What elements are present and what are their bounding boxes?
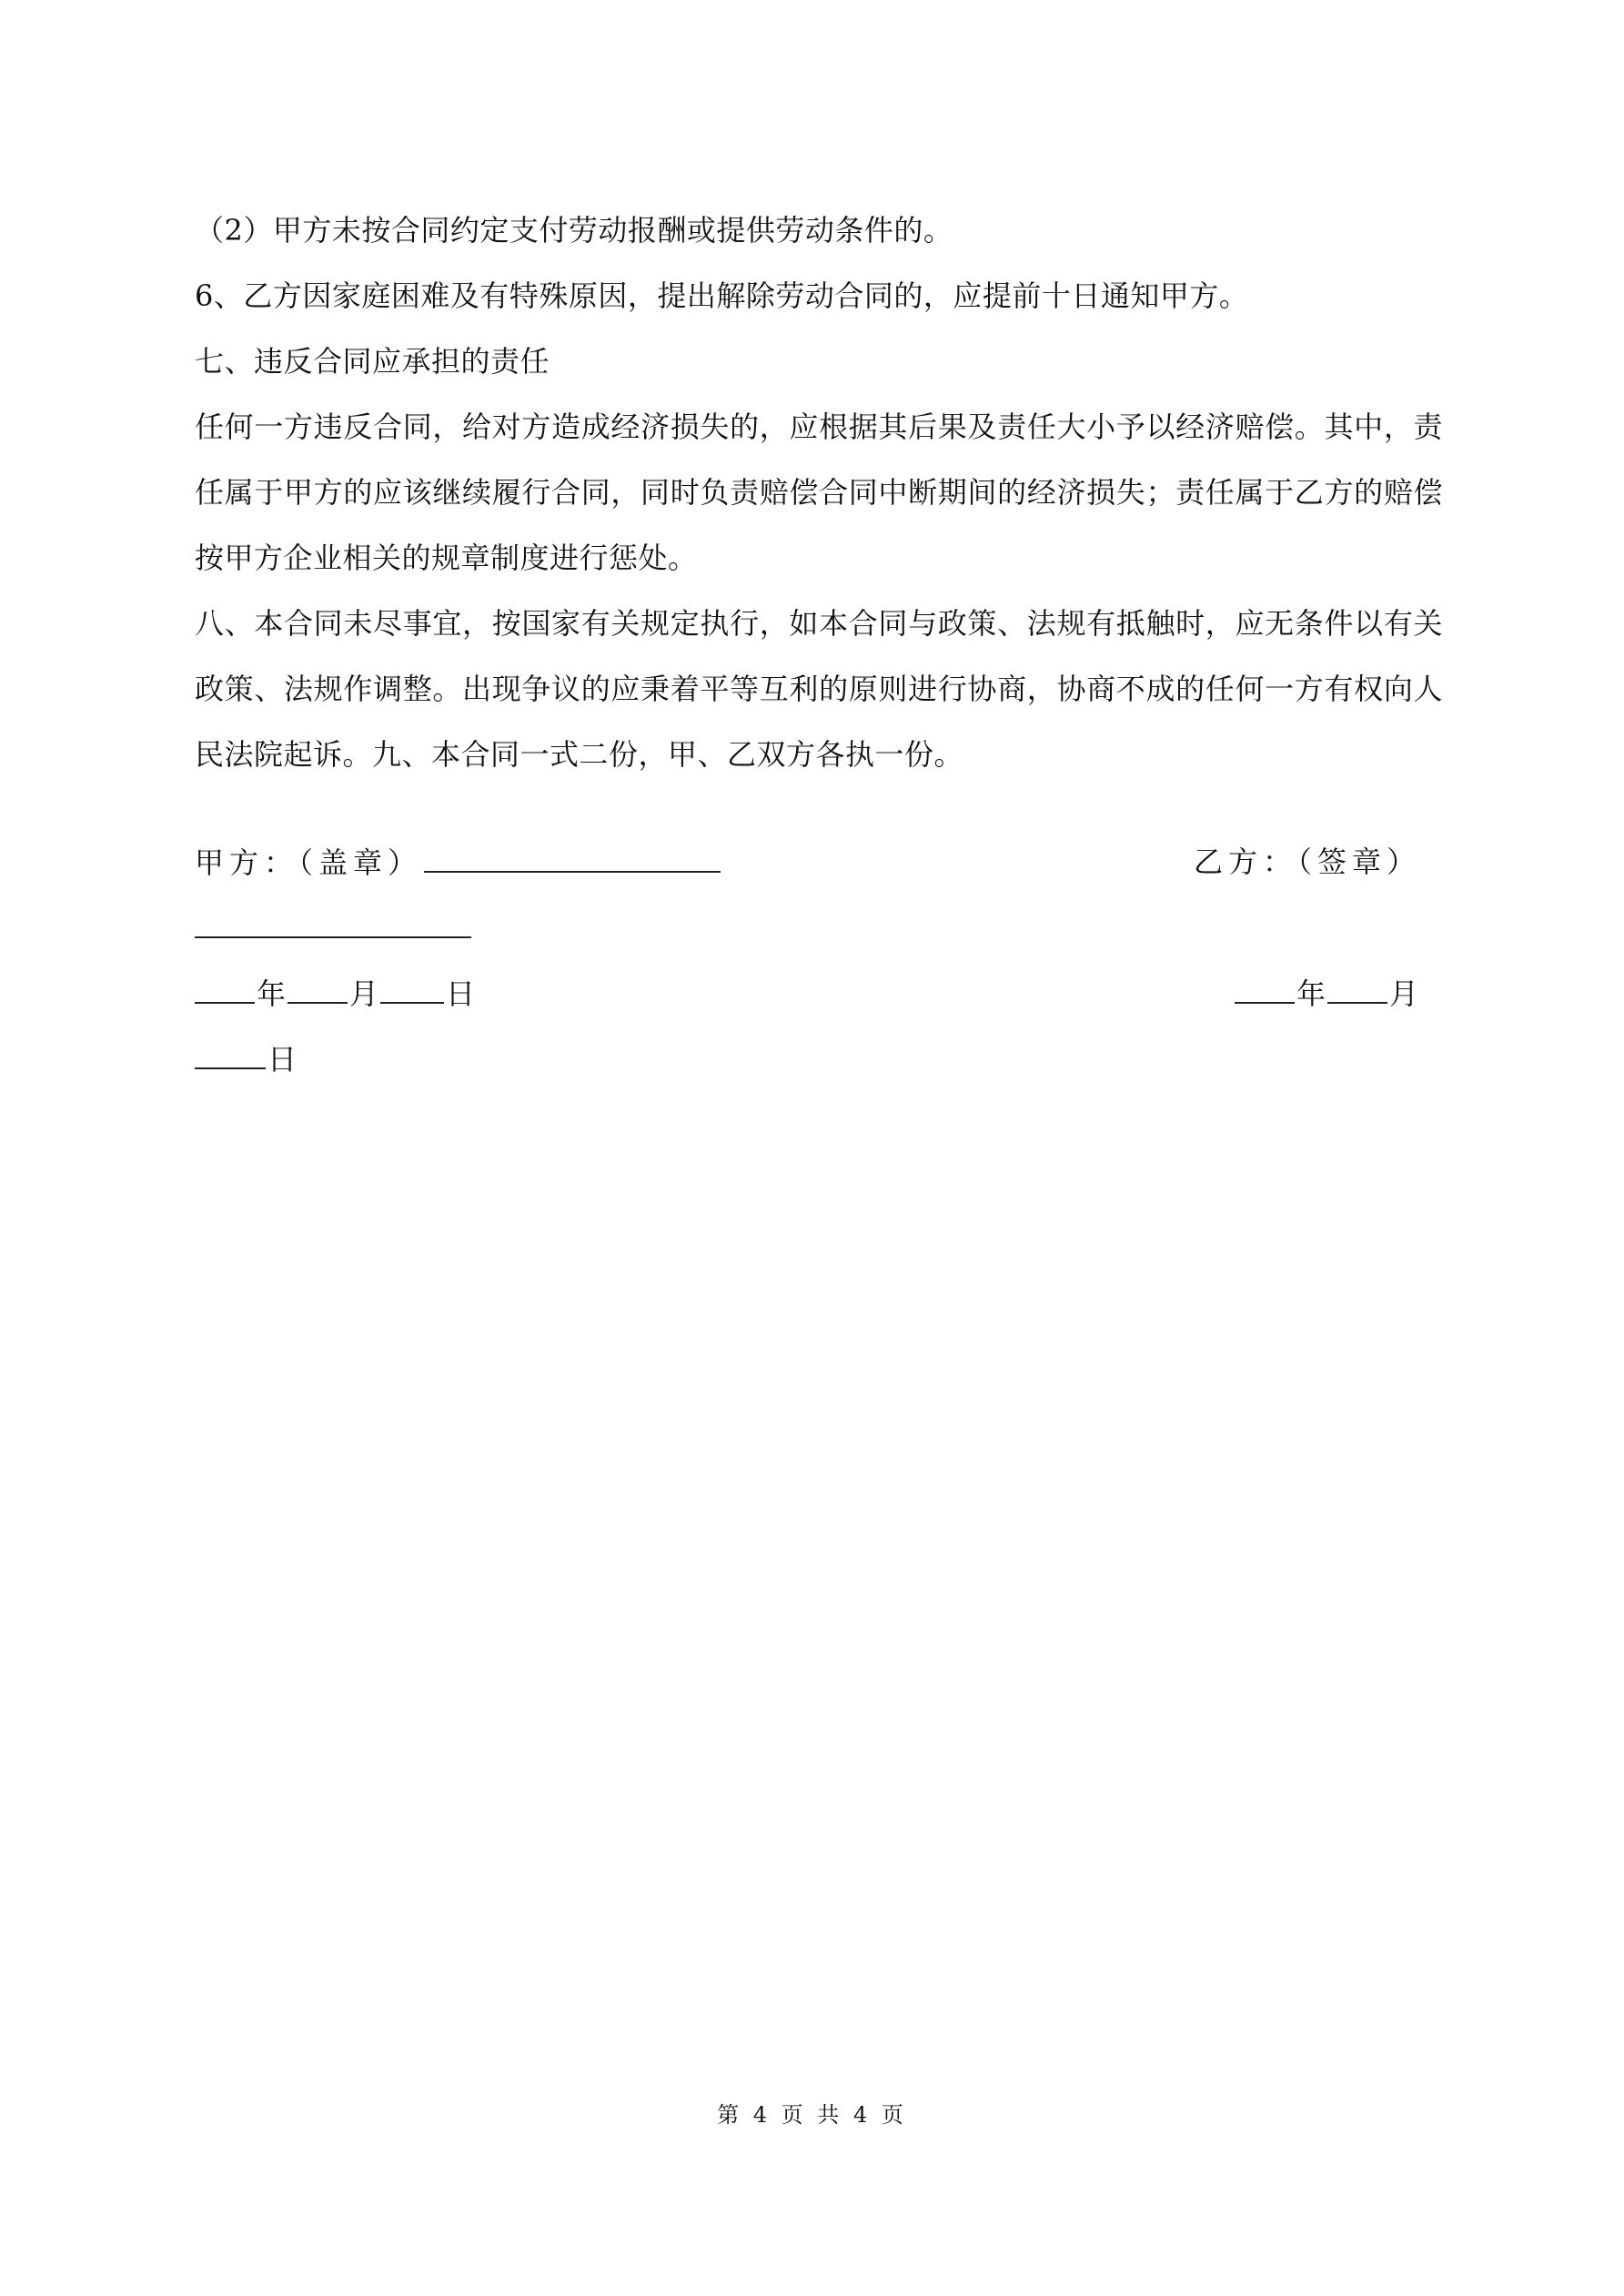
- party-a-date: [195, 971, 475, 1016]
- party-a-year-blank: [195, 971, 255, 1004]
- party-b-signature-line-row: [195, 905, 473, 950]
- party-b-label: 乙方：（签章）: [1194, 845, 1422, 879]
- party-b-year-label: 年: [1296, 976, 1326, 1011]
- party-a-signature-line: [424, 840, 721, 873]
- party-b-date: [1235, 971, 1418, 1016]
- party-b-year-blank: [1235, 971, 1295, 1004]
- party-b-day-blank: [195, 1037, 266, 1069]
- section-7-heading: 七、违反合同应承担的责任: [195, 344, 550, 379]
- clause-2-employer-breach: （2）甲方未按合同约定支付劳动报酬或提供劳动条件的。: [195, 213, 953, 248]
- section-7-liability-text: 任何一方违反合同，给对方造成经济损失的，应根据其后果及责任大小予以经济赔偿。其中，责任属于甲方的应该继续履行合同，同时负责赔偿合同中断期间的经济损失；责任属于乙方的赔偿按甲方企业相关的规章制度进行惩处。: [195, 410, 1443, 575]
- contract-body: [195, 197, 1443, 787]
- party-a-month-blank: [287, 971, 348, 1004]
- page-footer: 第 4 页 共 4 页: [717, 2102, 907, 2128]
- party-b-day-label: 日: [267, 1042, 298, 1077]
- clause-6-employee-resignation: 6、乙方因家庭困难及有特殊原因，提出解除劳动合同的，应提前十日通知甲方。: [195, 278, 1249, 313]
- section-8-9-text: 八、本合同未尽事宜，按国家有关规定执行，如本合同与政策、法规有抵触时，应无条件以有关政策、法规作调整。出现争议的应秉着平等互利的原则进行协商，协商不成的任何一方有权向人民法院起诉。九、本合同一式二份，甲、乙双方各执一份。: [195, 606, 1443, 772]
- party-b-month-label: 月: [1389, 976, 1419, 1011]
- party-a-signature: [195, 840, 722, 885]
- party-b-signature-line: [195, 905, 471, 938]
- party-a-year-label: 年: [257, 976, 287, 1011]
- party-a-month-label: 月: [349, 976, 379, 1011]
- party-a-label: 甲方：（盖章）: [195, 845, 423, 880]
- party-b-day-row: [195, 1037, 297, 1081]
- party-b-signature: [1194, 840, 1421, 884]
- party-a-day-label: 日: [446, 976, 476, 1011]
- party-b-month-blank: [1327, 971, 1387, 1004]
- party-a-day-blank: [380, 971, 444, 1004]
